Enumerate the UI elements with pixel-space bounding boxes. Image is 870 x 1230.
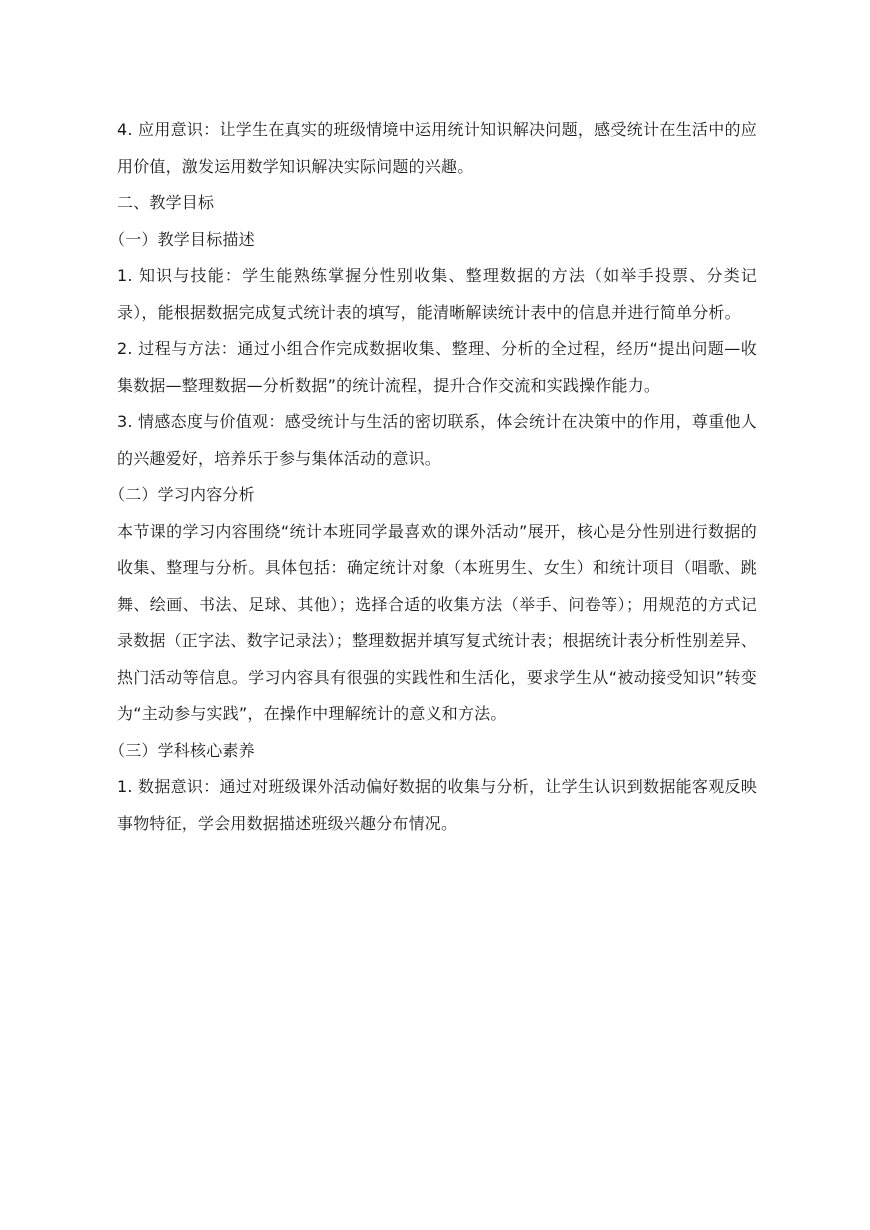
document-body (109, 112, 758, 842)
paragraph-knowledge-skills: 1. 知识与技能：学生能熟练掌握分性别收集、整理数据的方法（如举手投票、分类记录），能根据数据完成复式统计表的填写，能清晰解读统计表中的信息并进行简单分析。 (117, 266, 757, 322)
paragraph-application-awareness: 4. 应用意识：让学生在真实的班级情境中运用统计知识解决问题，感受统计在生活中的应用价值，激发运用数学知识解决实际问题的兴趣。 (117, 120, 757, 176)
subheading-core-literacy: （三）学科核心素养 (109, 740, 255, 760)
subheading-goal-description: （一）教学目标描述 (109, 229, 255, 249)
paragraph-process-methods: 2. 过程与方法：通过小组合作完成数据收集、整理、分析的全过程，经历“提出问题—收集数据—整理数据—分析数据”的统计流程，提升合作交流和实践操作能力。 (117, 339, 757, 395)
paragraph-data-awareness: 1. 数据意识：通过对班级课外活动偏好数据的收集与分析，让学生认识到数据能客观反映事物特征，学会用数据描述班级兴趣分布情况。 (117, 777, 757, 833)
paragraph-emotion-values: 3. 情感态度与价值观：感受统计与生活的密切联系，体会统计在决策中的作用，尊重他人的兴趣爱好，培养乐于参与集体活动的意识。 (117, 412, 757, 468)
subheading-content-analysis: （二）学习内容分析 (109, 485, 255, 504)
paragraph-content-analysis: 本节课的学习内容围绕“统计本班同学最喜欢的课外活动”展开，核心是分性别进行数据的收集、整理与分析。具体包括：确定统计对象（本班男生、女生）和统计项目（唱歌、跳舞、绘画、书法、足球、其他）；选择合适的收集方法（举手、问卷等）；用规范的方式记录数据（正字法、数字记录法）；整理数据并填写复式统计表；根据统计表分析性别差异、热门活动等信息。学习内容具有很强的实践性和生活化，要求学生从“被动接受知识”转变为“主动参与实践”，在操作中理解统计的意义和方法。 (117, 521, 758, 723)
section-heading-teaching-goals: 二、教学目标 (117, 193, 215, 212)
